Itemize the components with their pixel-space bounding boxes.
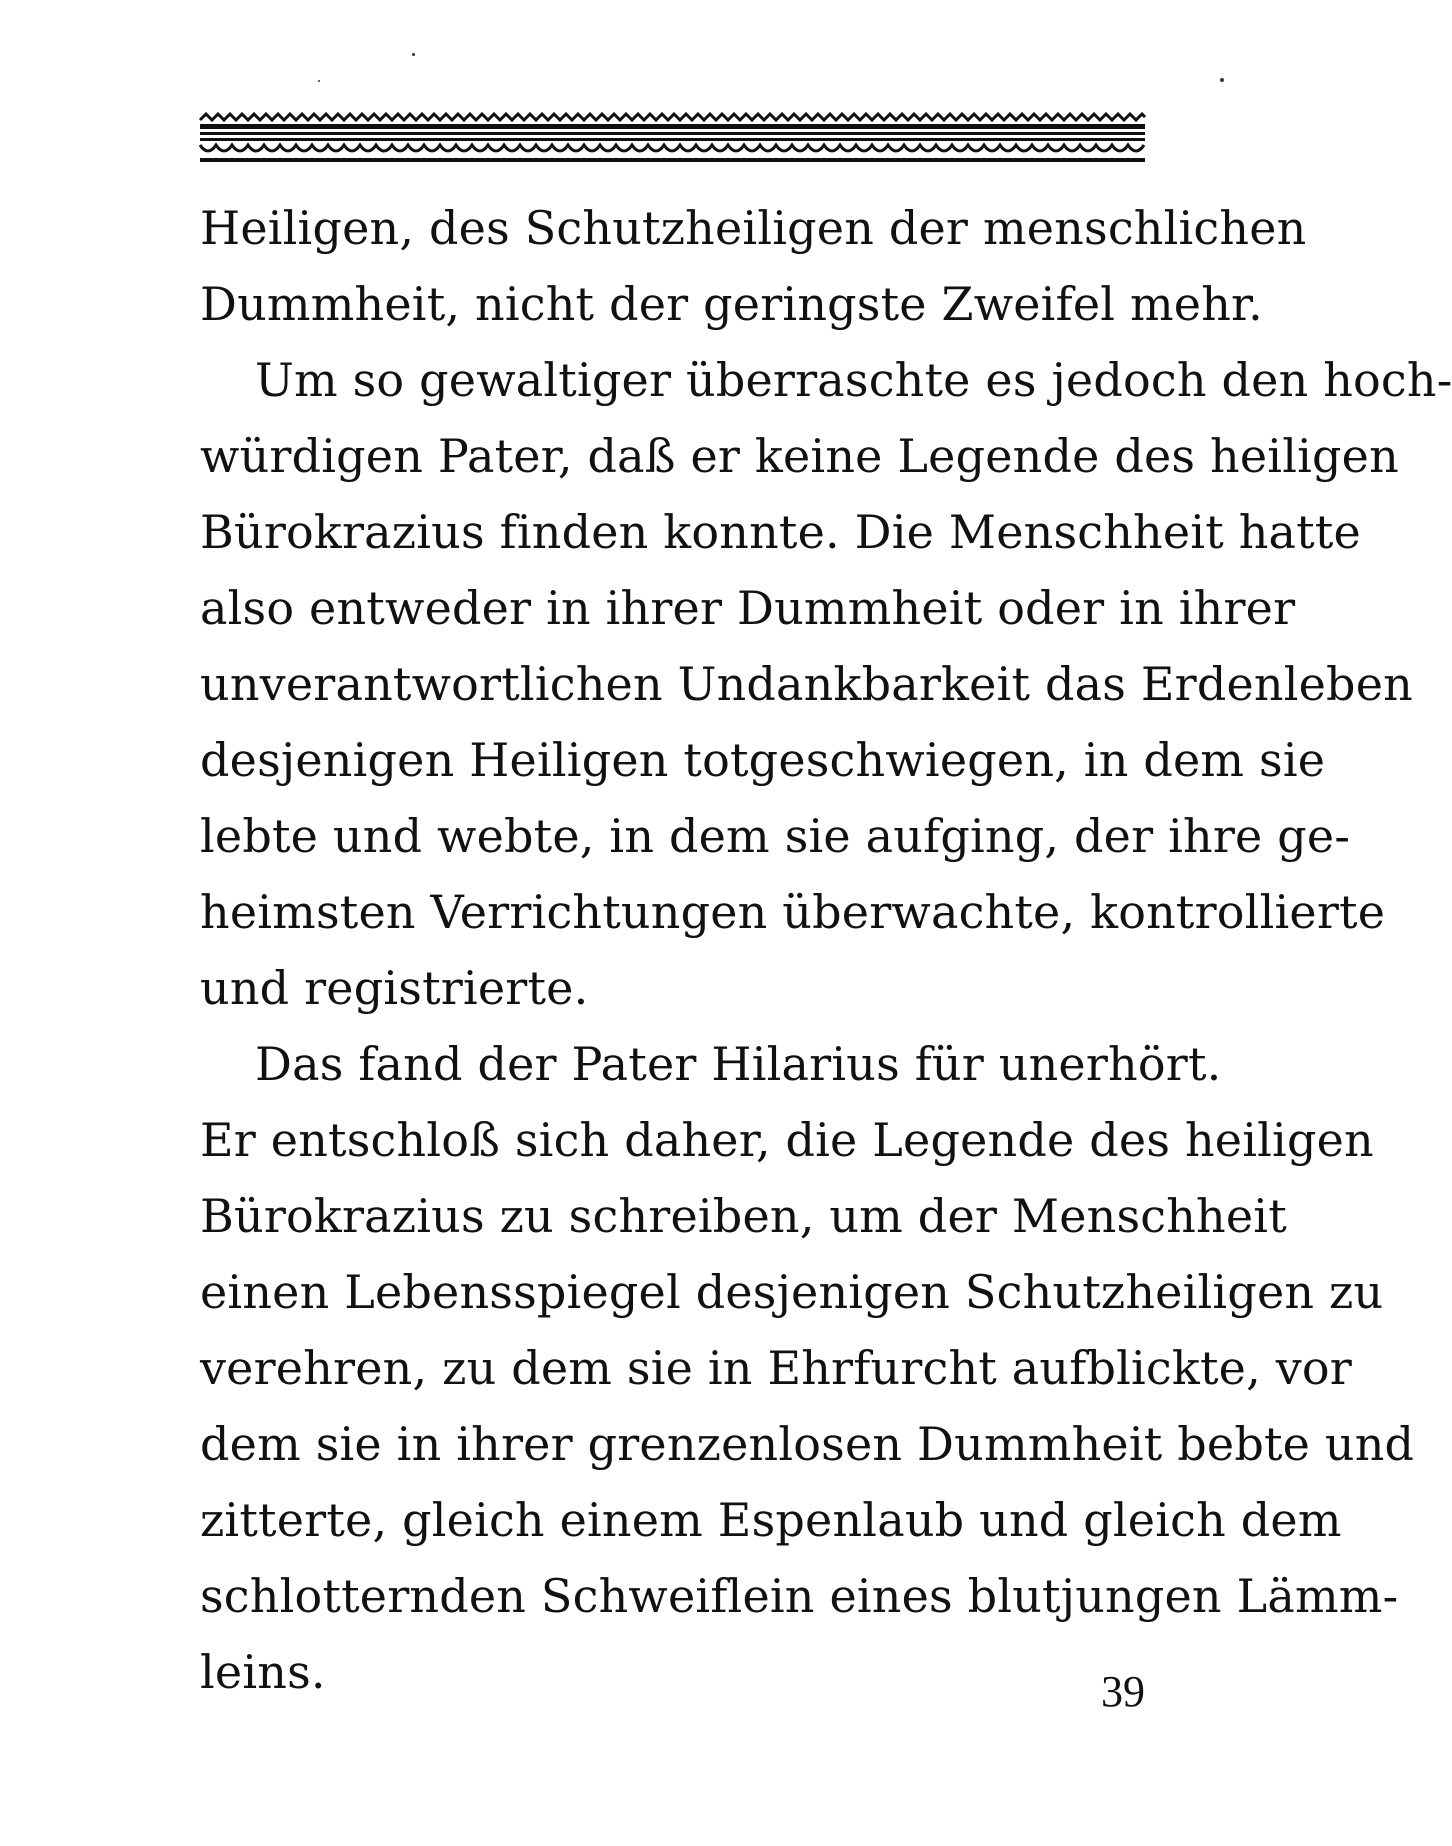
text-line: desjenigen Heiligen totgeschwiegen, in dem sie — [200, 733, 1326, 787]
text-line: heimsten Verrichtungen überwachte, kontrollierte — [200, 885, 1386, 939]
text-line: Bürokrazius finden konnte. Die Menschheit hatte — [200, 505, 1361, 559]
text-line: Heiligen, des Schutzheiligen der menschlichen — [200, 201, 1307, 255]
text-line: zitterte, gleich einem Espenlaub und gleich dem — [200, 1493, 1342, 1547]
scan-speck — [412, 53, 415, 56]
text-line: leins. — [200, 1645, 326, 1699]
text-line: einen Lebensspiegel desjenigen Schutzheiligen zu — [200, 1265, 1384, 1319]
text-line: und registrierte. — [200, 961, 589, 1015]
text-line: also entweder in ihrer Dummheit oder in ihrer — [200, 581, 1296, 635]
text-line: Um so gewaltiger überraschte es jedoch den hoch- — [255, 353, 1452, 407]
text-line: Er entschloß sich daher, die Legende des heiligen — [200, 1113, 1374, 1167]
body-text — [200, 190, 1452, 1710]
scan-speck — [318, 80, 320, 82]
text-line: verehren, zu dem sie in Ehrfurcht aufblickte, vor — [200, 1341, 1352, 1395]
text-line: lebte und webte, in dem sie aufging, der ihre ge- — [200, 809, 1351, 863]
text-line: schlotternden Schweiflein eines blutjungen Lämm- — [200, 1569, 1399, 1623]
scan-speck — [1220, 78, 1224, 82]
text-line: unverantwortlichen Undankbarkeit das Erdenleben — [200, 657, 1413, 711]
text-line: dem sie in ihrer grenzenlosen Dummheit bebte und — [200, 1417, 1415, 1471]
text-line: Das fand der Pater Hilarius für unerhört. — [255, 1037, 1222, 1091]
text-line: würdigen Pater, daß er keine Legende des heiligen — [200, 429, 1399, 483]
decorative-border-ornament — [200, 112, 1145, 162]
page-number: 39 — [1101, 1667, 1145, 1716]
text-line: Bürokrazius zu schreiben, um der Menschheit — [200, 1189, 1287, 1243]
text-line: Dummheit, nicht der geringste Zweifel mehr. — [200, 277, 1264, 331]
